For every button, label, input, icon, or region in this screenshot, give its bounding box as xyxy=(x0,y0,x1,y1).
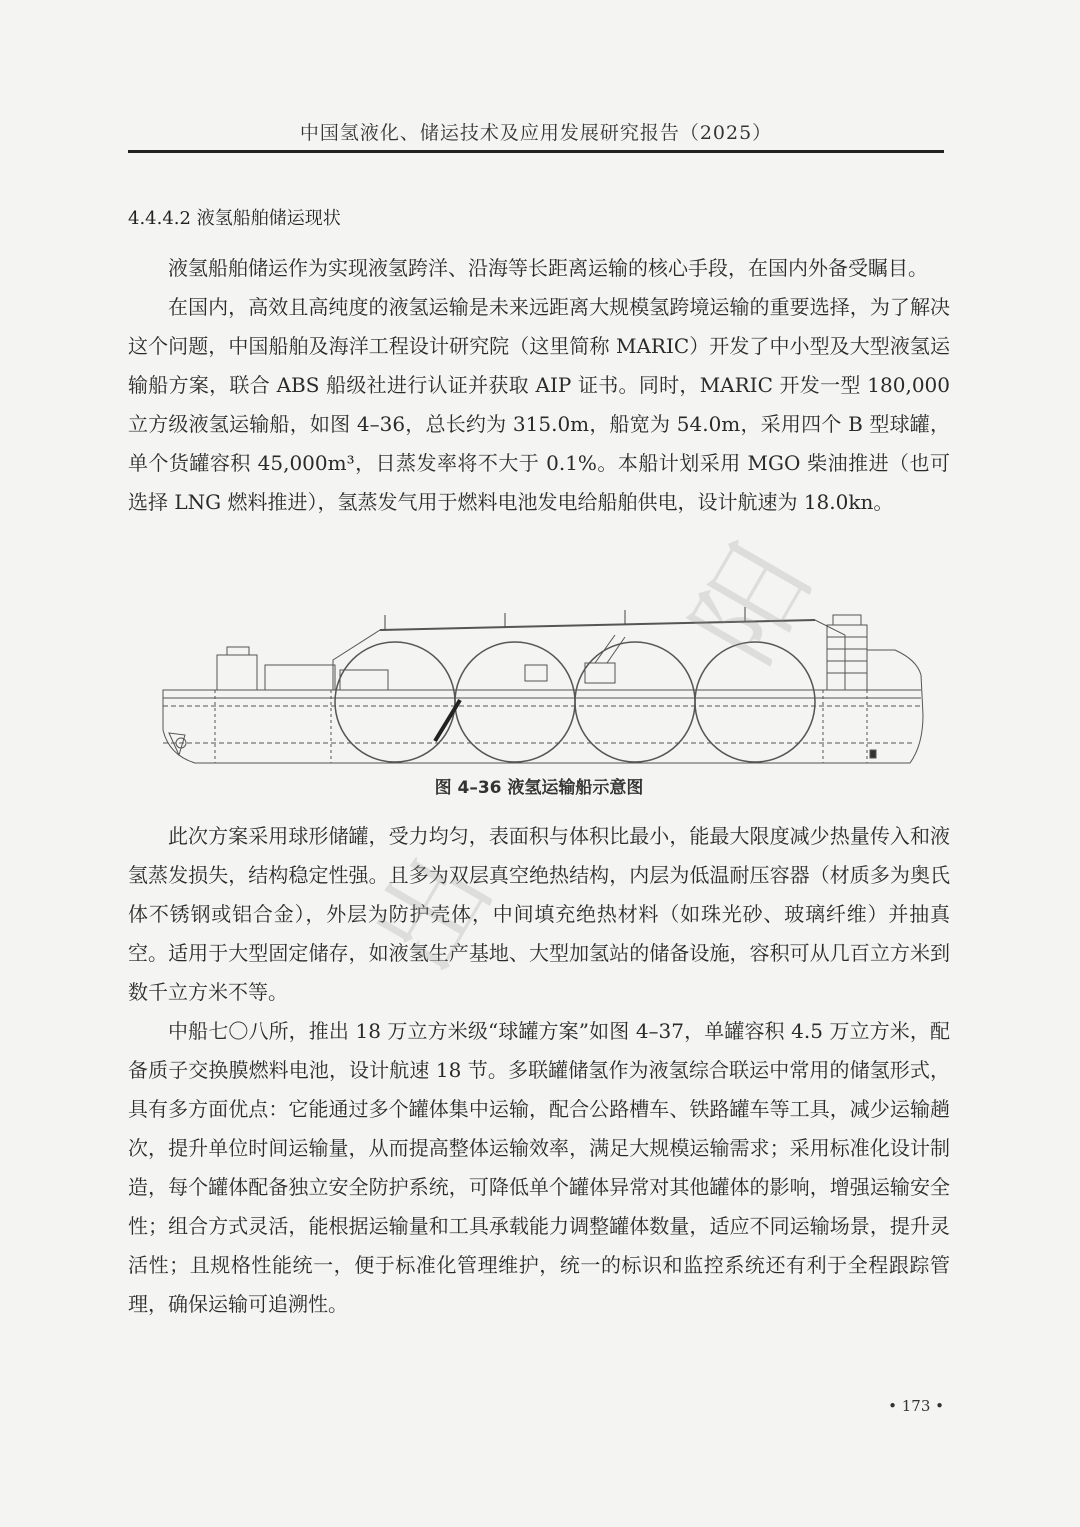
body-text-top xyxy=(128,249,950,522)
paragraph: 此次方案采用球形储罐，受力均匀，表面积与体积比最小，能最大限度减少热量传入和液氢蒸发损失，结构稳定性强。且多为双层真空绝热结构，内层为低温耐压容器（材质多为奥氏体不锈钢或铝合金），外层为防护壳体，中间填充绝热材料（如珠光砂、玻璃纤维）并抽真空。适用于大型固定储存，如液氢生产基地、大型加氢站的储备设施，容积可从几百立方米到数千立方米不等。 xyxy=(128,824,950,1004)
page-number: • 173 • xyxy=(888,1397,944,1415)
hydrogen-carrier-ship-drawing xyxy=(155,605,925,767)
paragraph: 液氢船舶储运作为实现液氢跨洋、沿海等长距离运输的核心手段，在国内外备受瞩目。 xyxy=(168,256,928,280)
watermark-stamp: 阳 xyxy=(669,523,836,684)
watermark-stamp: 出 xyxy=(349,833,516,994)
running-header: 中国氢液化、储运技术及应用发展研究报告（2025） xyxy=(299,122,773,144)
paragraph: 中船七〇八所，推出 18 万立方米级“球罐方案”如图 4–37，单罐容积 4.5 万立方米，配备质子交换膜燃料电池，设计航速 18 节。多联罐储氢作为液氢综合联运中常用的储氢形式，具有多方面优点：它能通过多个罐体集中运输，配合公路槽车、铁路罐车等工具，减少运输趟次，提升单位时间运输量，从而提高整体运输效率，满足大规模运输需求；采用标准化设计制造，每个罐体配备独立安全防护系统，可降低单个罐体异常对其他罐体的影响，增强运输安全性；组合方式灵活，能根据运输量和工具承载能力调整罐体数量，适应不同运输场景，提升灵活性；且规格性能统一，便于标准化管理维护，统一的标识和监控系统还有利于全程跟踪管理，确保运输可追溯性。 xyxy=(128,1019,950,1316)
ship-figure xyxy=(155,605,925,767)
body-text-bottom xyxy=(128,817,950,1324)
paragraph: 在国内，高效且高纯度的液氢运输是未来远距离大规模氢跨境运输的重要选择，为了解决这个问题，中国船舶及海洋工程设计研究院（这里简称 MARIC）开发了中小型及大型液氢运输船方案，联合 ABS 船级社进行认证并获取 AIP 证书。同时，MARIC 开发一型 180,000 立方级液氢运输船，如图 4–36，总长约为 315.0m，船宽为 54.0m，采用四个 B 型球罐，单个货罐容积 45,000m³，日蒸发率将不大于 0.1%。本船计划采用 MGO 柴油推进（也可选择 LNG 燃料推进），氢蒸发气用于燃料电池发电给船舶供电，设计航速为 18.0kn。 xyxy=(128,295,950,514)
header-rule xyxy=(128,150,944,153)
section-heading: 4.4.4.2 液氢船舶储运现状 xyxy=(128,208,341,229)
figure-caption: 图 4–36 液氢运输船示意图 xyxy=(434,778,644,798)
